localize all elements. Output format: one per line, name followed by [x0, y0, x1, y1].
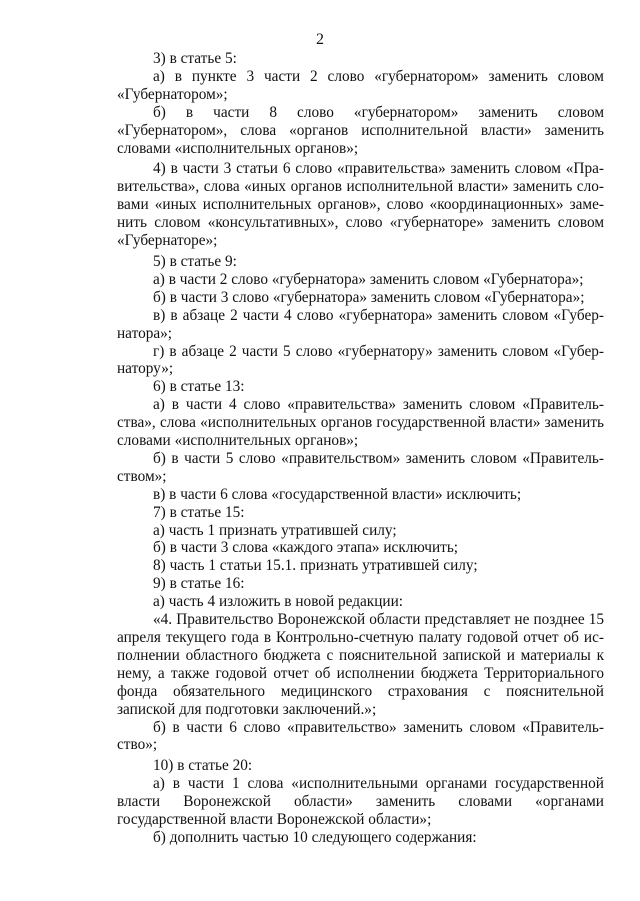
paragraph: в) в абзаце 2 части 4 слово «губернатора» заменить словом «Губернатора»; — [117, 306, 604, 342]
paragraph: 7) в статье 15: — [153, 503, 245, 521]
document-body — [117, 50, 604, 847]
paragraph: 4) в части 3 статьи 6 слово «правительства» заменить словом «Правительства», слова «иных органов исполнительной власти» заменить словами «иных исполнительных органов», слово «координационных» заменить словом «консультативных», слово «губернаторе» заменить словом «Губернаторе»; — [117, 160, 604, 250]
paragraph: 3) в статье 5: — [153, 50, 237, 67]
paragraph: а) часть 1 признать утратившей силу; — [153, 521, 397, 539]
paragraph: «4. Правительство Воронежской области представляет не позднее 15 апреля текущего года в Контрольно-счетную палату годовой отчет об исполнении областного бюджета с пояснительной запиской и материалы к нему, а также годовой отчет об исполнении бюджета Территориального фонда обязательного медицинского страхования с пояснительной запиской для подготовки заключений.»; — [117, 611, 604, 718]
paragraph: 9) в статье 16: — [153, 575, 245, 593]
paragraph: б) в части 6 слово «правительство» заменить словом «Правительство»; — [117, 718, 604, 754]
paragraph: 8) часть 1 статьи 15.1. признать утратившей силу; — [153, 557, 478, 575]
paragraph: а) в пункте 3 части 2 слово «губернатором» заменить словом «Губернатором»; — [117, 67, 604, 103]
paragraph: а) в части 1 слова «исполнительными органами государственной власти Воронежской области» заменить словами «органами государственной власти Воронежской области»; — [117, 775, 604, 829]
paragraph: б) в части 3 слова «каждого этапа» исключить; — [153, 539, 459, 557]
paragraph: б) в части 5 слово «правительством» заменить словом «Правительством»; — [117, 449, 604, 485]
paragraph: б) дополнить частью 10 следующего содержания: — [153, 828, 477, 846]
paragraph: 10) в статье 20: — [153, 757, 253, 775]
paragraph: а) в части 2 слово «губернатора» заменить словом «Губернатора»; — [153, 270, 584, 288]
paragraph: г) в абзаце 2 части 5 слово «губернатору» заменить словом «Губернатору»; — [117, 342, 604, 378]
paragraph: б) в части 3 слово «губернатора» заменить словом «Губернатора»; — [153, 288, 585, 306]
paragraph: в) в части 6 слова «государственной власти» исключить; — [153, 485, 522, 503]
paragraph: 6) в статье 13: — [153, 378, 245, 396]
paragraph: б) в части 8 слово «губернатором» заменить словом «Губернатором», слова «органов исполнительной власти» заменить словами «исполнительных органов»; — [117, 103, 604, 157]
page-number: 2 — [316, 31, 324, 48]
paragraph: а) в части 4 слово «правительства» заменить словом «Правительства», слова «исполнительных органов государственной власти» заменить словами «исполнительных органов»; — [117, 396, 604, 450]
paragraph: а) часть 4 изложить в новой редакции: — [153, 593, 404, 611]
paragraph: 5) в статье 9: — [153, 252, 237, 270]
